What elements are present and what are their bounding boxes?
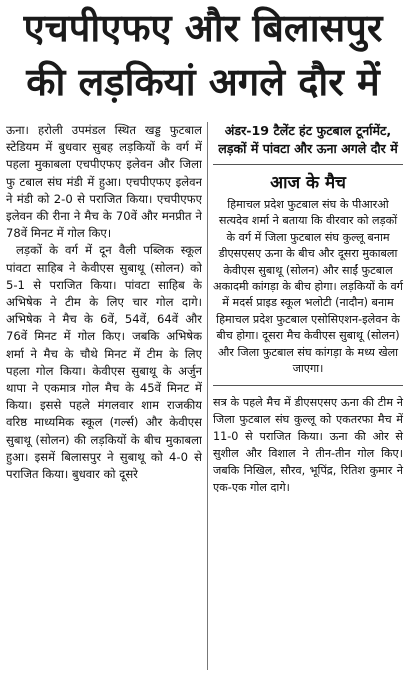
subhead-rule	[213, 164, 403, 165]
section-divider	[213, 385, 403, 386]
subheadline: अंडर-19 टैलेंट हंट फुटबाल टूर्नामेंट, लड़कों में पांवटा और ऊना अगले दौर में	[218, 123, 398, 156]
headline-line-2: की लड़कियां अगले दौर में	[26, 60, 380, 104]
section-title: आज के मैच	[270, 173, 346, 193]
headline-line-1: एचपीएफए और बिलासपुर	[23, 6, 383, 50]
left-article-column	[6, 122, 202, 670]
headline	[8, 4, 398, 106]
left-paragraph-1: ऊना। हरोली उपमंडल स्थित खड्ड फुटबाल स्टेडियम में बुधवार सुबह लड़कियों के वर्ग में पहला मुकाबला एचपीएफए इलेवन और जिला फु टबाल संघ मंडी में हुआ। एचपीएफए इलेवन ने मंडी को 2-0 से पराजित किया। एचपीएफए इलेवन की रीना ने मैच के 70वें और मनप्रीत ने 78वें मिनट में गोल किए।	[6, 123, 202, 241]
first-match-text: सत्र के पहले मैच में डीएसएसए ऊना की टीम ने जिला फुटबाल संघ कुल्लू को एकतरफा मैच में 11-0 से पराजित किया। ऊना की ओर से सुशील और विशाल ने तीन-तीन गोल किए। जबकि निखिल, सौरव, भूपिंद्र, रितिश कुमार ने एक-एक गोल दागे।	[213, 396, 403, 495]
todays-matches-text: हिमाचल प्रदेश फुटबाल संघ के पीआरओ सत्यदेव शर्मा ने बताया कि वीरवार को लड़कों के वर्ग में जिला फुटबाल संघ कुल्लू बनाम डीएसएसए ऊना के बीच और दूसरा मुकाबला केवीएस सुबाथू (सोलन) और साईं फुटबाल अकादमी कांगड़ा के बीच होगा। लड़कियों के वर्ग में मदर्स प्राइड स्कूल भलोटी (नादौन) बनाम हिमाचल प्रदेश फुटबाल एसोसिएशन-इलेवन के बीच होगा। दूसरा मैच केवीएस सुबाथू (सोलन) और जिला फुटबाल संघ कांगड़ा के मध्य खेला जाएगा।	[213, 198, 403, 376]
right-article-column	[213, 122, 403, 496]
left-paragraph-2: लड़कों के वर्ग में दून वैली पब्लिक स्कूल पांवटा साहिब ने केवीएस सुबाथू (सोलन) को 5-1 से पराजित किया। पांवटा साहिब के अभिषेक ने टीम के लिए चार गोल दागे। अभिषेक ने मैच के 6वें, 54वें, 64वें और 76वें मिनट में गोल किए। जबकि अभिषेक शर्मा ने मैच के चौथे मिनट में टीम के लिए पहला गोल किया। केवीएस सुबाथू के अर्जुन थापा ने एकमात्र गोल मैच के 45वें मिनट में किया। इससे पहले मंगलवार शाम राजकीय वरिष्ठ माध्यमिक स्कूल (गर्ल्स) और केवीएस सुबाथू (सोलन) की लड़कियों के बीच मुकाबला हुआ। इसमें बिलासपुर ने सुबाथू को 4-0 से पराजित किया। बुधवार को दूसरे	[6, 243, 202, 482]
column-divider	[207, 122, 208, 670]
